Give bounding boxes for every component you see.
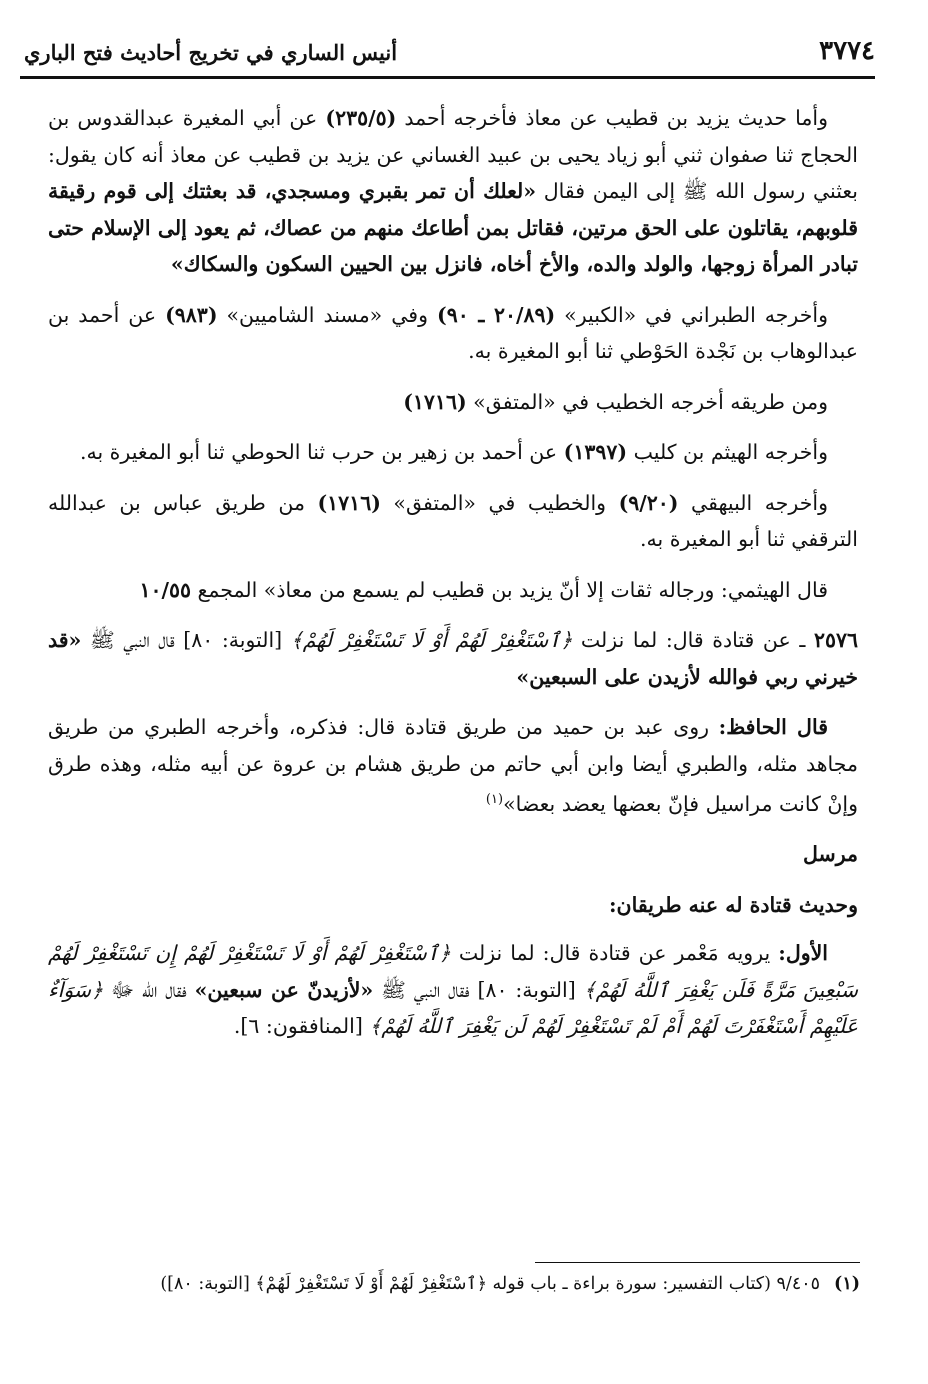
text: وفي «مسند الشاميين»: [217, 302, 437, 327]
text: عن أبي المغيرة عبدالقدوس بن الحجاج ثنا صفوان ثني أبو زياد يحيى بن عبيد الغساني عن يزيد بن قطيب عن معاذ أنه كان يقول: بعثني رسول الله ﷺ إلى اليمن فقال: [48, 106, 858, 203]
text: وأما حديث يزيد بن قطيب عن معاذ فأخرجه أحمد: [396, 106, 828, 130]
text: يرويه مَعْمر عن قتادة قال: لما نزلت: [450, 941, 779, 966]
text: وأخرجه الطبراني في «الكبير»: [555, 302, 828, 327]
reference: (٢٠/٨٩ ـ ٩٠): [436, 302, 556, 327]
reference: (٩/٢٠): [618, 490, 679, 515]
hafiz-label: قال الحافظ:: [718, 715, 828, 739]
text: ومن طريقه أخرجه الخطيب في «المتفق»: [466, 389, 828, 414]
verse-reference: [التوبة: ٨٠]: [174, 628, 291, 652]
paragraph-ahmad: [48, 100, 858, 283]
hadith-quote: «قد خيرني ربي فوالله لأزيدن على السبعين»: [48, 628, 858, 689]
hadith-quote: «لعلك أن تمر بقبري ومسجدي، قد بعثتك إلى قوم رقيقة قلوبهم، يقاتلون على الحق مرتين، فقاتل بمن أطاعك منهم من عصاك، ثم يعود إلى الإسلام حتى تبادر المرأة زوجها، والولد والده، والأخ أخاه، فانزل بين الحيين السكون والسكاك»: [48, 179, 858, 276]
text: روى عبد بن حميد من طريق قتادة قال: فذكره، وأخرجه الطبري من طريق مجاهد مثله، والطبري أيضا وابن أبي حاتم من طريق هشام بن عروة عن أبيه مثله، وهذه طرق وإنْ كانت مراسيل فإنّ بعضها يعضد بعضا»: [48, 715, 858, 816]
paragraph-khatib: [48, 384, 858, 421]
quran-verse: ﴿سَوَآءٌ عَلَيْهِمْ أَسْتَغْفَرْتَ لَهُمْ أَمْ لَمْ تَسْتَغْفِرْ لَهُمْ لَن يَغْفِرَ ٱللَّهُ لَهُمْ﴾: [48, 977, 858, 1039]
verse-reference: [المنافقون: ٦].: [233, 1014, 370, 1039]
reference: (٢٣٥/٥): [325, 106, 397, 130]
page-number: ٣٧٧٤: [819, 36, 875, 66]
text: وأخرجه الهيثم بن كليب: [627, 440, 828, 464]
text: عن أحمد بن زهير بن حرب ثنا الحوطي ثنا أبو المغيرة به.: [79, 440, 564, 464]
text: عن أحمد بن عبدالوهاب بن نَجْدة الحَوْطي ثنا أبو المغيرة به.: [48, 302, 858, 363]
text: قال الهيثمي: ورجاله ثقات إلا أنّ يزيد بن قطيب لم يسمع من معاذ» المجمع: [190, 577, 828, 602]
reference: (٩٨٣): [165, 302, 218, 327]
paragraph-hafiz: [48, 709, 858, 822]
mursal-heading: مرسل: [803, 842, 858, 867]
paragraph-tabarani: [48, 297, 858, 370]
main-text: [48, 100, 858, 1059]
footnote-divider: [535, 1262, 860, 1263]
running-title: أنيس الساري في تخريج أحاديث فتح الباري: [24, 40, 398, 65]
paragraph-haytham: [48, 434, 858, 471]
footnote-number: (١): [834, 1274, 860, 1294]
paragraph-first-route: [48, 935, 858, 1045]
text: قال النبي ﷺ: [81, 628, 175, 652]
reference: ١٠/٥٥: [139, 577, 191, 602]
paragraph-bayhaqi: [48, 485, 858, 558]
paragraph-haythami: [48, 572, 858, 609]
hadith-entry: [48, 622, 858, 695]
text: والخطيب في «المتفق»: [380, 490, 619, 515]
first-label: الأول:: [778, 941, 828, 966]
text: ـ عن قتادة قال: لما نزلت: [572, 628, 814, 652]
footnote-text: ٩/٤٠٥ (كتاب التفسير: سورة براءة ـ باب قوله ﴿ٱسْتَغْفِرْ لَهُمْ أَوْ لَا تَسْتَغْفِرْ لَهُمْ﴾ [التوبة: ٨٠]): [160, 1274, 821, 1294]
turuq-heading: وحديث قتادة له عنه طريقان:: [608, 892, 858, 917]
footnote-marker: (١): [485, 792, 504, 807]
footnote: [130, 1270, 860, 1298]
hadith-quote: «لأزيدنّ عن سبعين»: [194, 977, 374, 1002]
page-header: [20, 30, 875, 79]
text: وأخرجه البيهقي: [678, 490, 828, 515]
text: فقال الله ﷻ: [103, 977, 195, 1002]
text: فقال النبي ﷺ: [373, 977, 470, 1002]
quran-verse: ﴿ٱسْتَغْفِرْ لَهُمْ أَوْ لَا تَسْتَغْفِرْ لَهُمْ﴾: [290, 628, 573, 652]
quran-verse: ﴿ٱسْتَغْفِرْ لَهُمْ أَوْ لَا تَسْتَغْفِرْ لَهُمْ إِن تَسْتَغْفِرْ لَهُمْ سَبْعِينَ مَرَّةً فَلَن يَغْفِرَ ٱللَّهُ لَهُمْ﴾: [48, 941, 858, 1002]
text: من طريق عباس بن عبدالله الترقفي ثنا أبو المغيرة به.: [48, 490, 858, 551]
verse-reference: [التوبة: ٨٠]: [469, 977, 584, 1002]
reference: (١٣٩٧): [563, 440, 628, 464]
reference: (١٧١٦): [317, 490, 381, 515]
hadith-number: ٢٥٧٦: [813, 628, 858, 652]
reference: (١٧١٦): [403, 389, 467, 414]
